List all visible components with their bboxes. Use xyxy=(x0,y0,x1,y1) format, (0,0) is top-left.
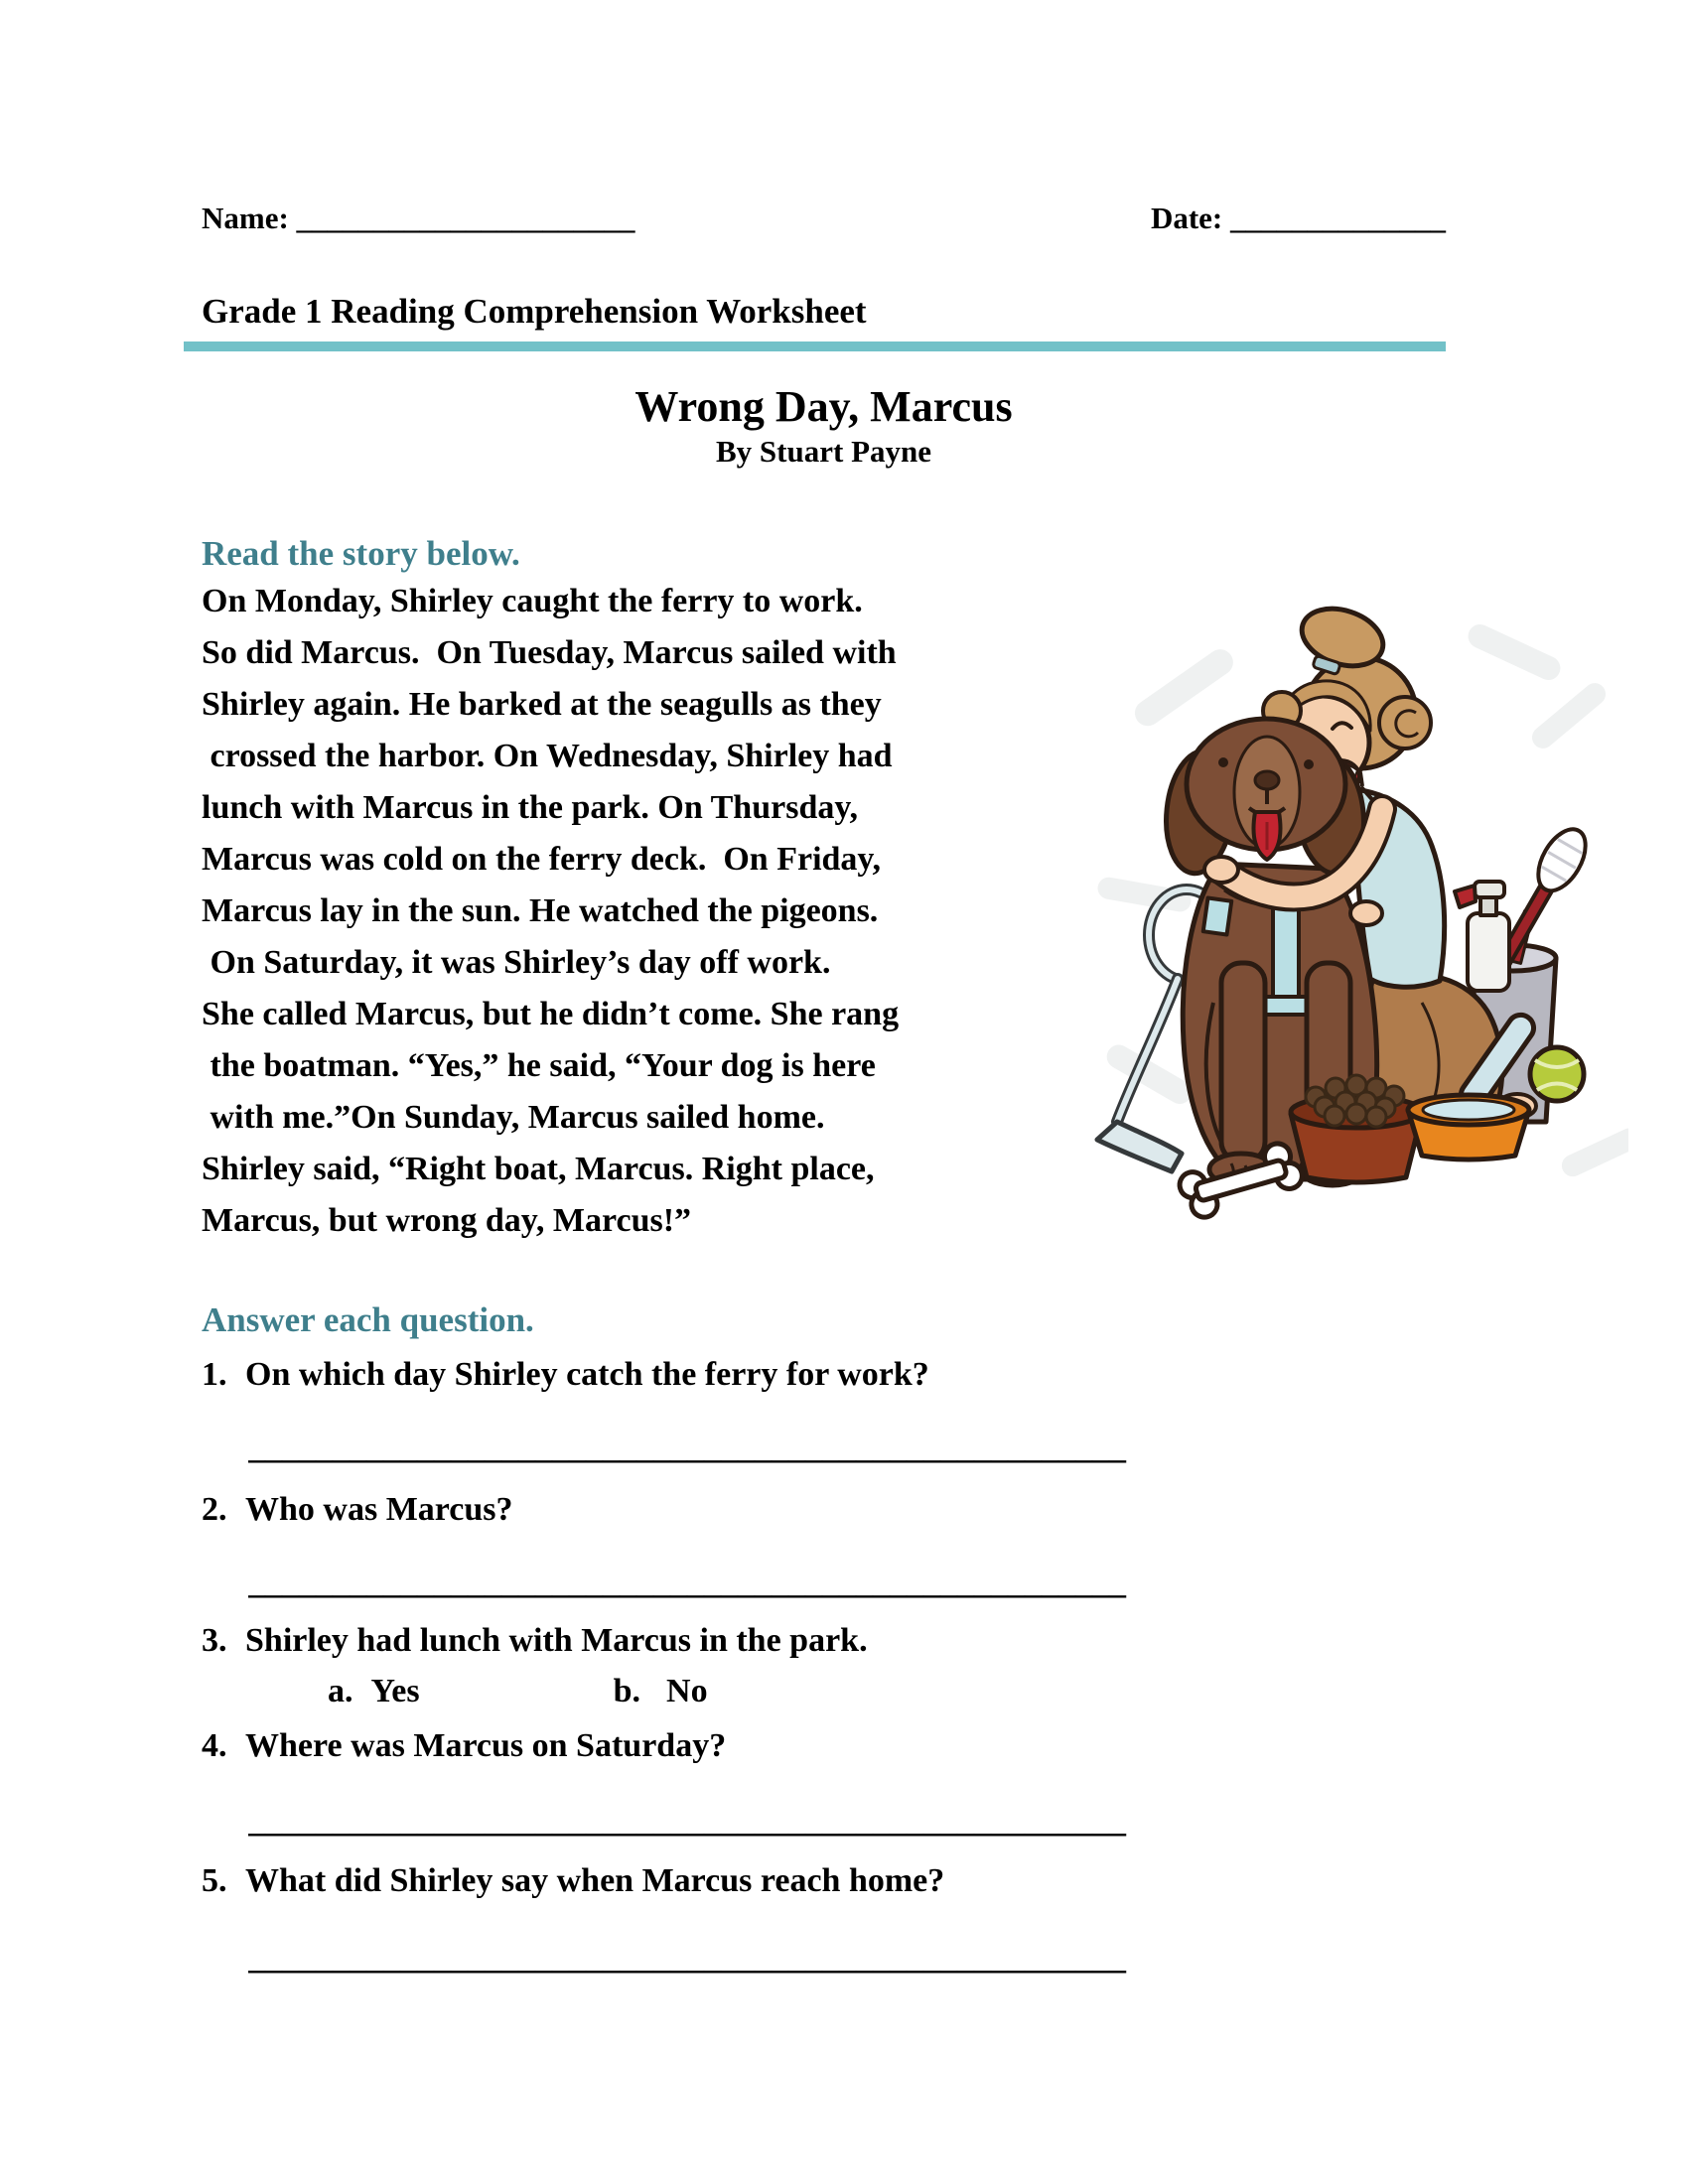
questions-list xyxy=(202,1352,1446,1981)
question-1 xyxy=(202,1352,1446,1398)
option-a-text[interactable]: Yes xyxy=(370,1673,420,1709)
water-bowl-icon xyxy=(1408,1095,1529,1160)
read-story-heading: Read the story below. xyxy=(202,534,520,573)
story-line: lunch with Marcus in the park. On Thursday, xyxy=(202,789,858,826)
story-illustration xyxy=(1072,586,1628,1241)
answer-blank-2[interactable]: ____________________________________________________ xyxy=(248,1565,1126,1601)
question-3-text: Shirley had lunch with Marcus in the park. xyxy=(245,1622,868,1659)
story-line: On Saturday, it was Shirley’s day off work. xyxy=(202,944,831,981)
date-blank[interactable]: ______________ xyxy=(1230,201,1446,235)
name-blank[interactable]: ______________________ xyxy=(296,201,635,235)
story-line: crossed the harbor. On Wednesday, Shirley had xyxy=(202,738,893,774)
question-1-text: On which day Shirley catch the ferry for work? xyxy=(245,1356,929,1393)
story-line: Shirley said, “Right boat, Marcus. Right place, xyxy=(202,1151,875,1187)
answer-questions-heading: Answer each question. xyxy=(202,1300,534,1339)
dog-eye-left xyxy=(1218,757,1228,767)
story-line: Shirley again. He barked at the seagulls as they xyxy=(202,686,882,723)
spray-bottle-icon xyxy=(1455,882,1509,991)
question-3-number: 3. xyxy=(202,1622,227,1659)
name-label: Name: xyxy=(202,201,289,235)
woman-hand-right xyxy=(1350,901,1382,925)
header-row xyxy=(202,199,1446,238)
story-line: On Monday, Shirley caught the ferry to work. xyxy=(202,583,863,619)
question-5-number: 5. xyxy=(202,1862,227,1899)
story-byline: By Stuart Payne xyxy=(716,434,931,469)
answer-blank-5[interactable]: ____________________________________________________ xyxy=(248,1940,1126,1977)
question-4 xyxy=(202,1723,1446,1769)
story-line: Marcus lay in the sun. He watched the pigeons. xyxy=(202,892,879,929)
option-b-text[interactable]: No xyxy=(666,1673,708,1709)
harness-side-strap xyxy=(1203,897,1231,934)
date-field xyxy=(1151,199,1446,238)
name-field xyxy=(202,199,635,238)
question-5 xyxy=(202,1858,1446,1904)
divider-rule xyxy=(184,341,1446,351)
question-4-text: Where was Marcus on Saturday? xyxy=(245,1727,727,1764)
dog-eye-right xyxy=(1304,759,1314,769)
story-line: with me.”On Sunday, Marcus sailed home. xyxy=(202,1099,825,1136)
answer-blank-1[interactable]: ____________________________________________________ xyxy=(248,1430,1126,1466)
option-a-label[interactable]: a. xyxy=(328,1673,353,1709)
food-bowl-icon xyxy=(1291,1075,1422,1182)
story-line: So did Marcus. On Tuesday, Marcus sailed with xyxy=(202,634,897,671)
question-2-number: 2. xyxy=(202,1491,227,1528)
question-4-number: 4. xyxy=(202,1727,227,1764)
question-3 xyxy=(202,1618,1446,1664)
question-2-text: Who was Marcus? xyxy=(245,1491,513,1528)
answer-blank-4[interactable]: ____________________________________________________ xyxy=(248,1803,1126,1840)
question-3-options xyxy=(328,1670,1446,1713)
date-label: Date: xyxy=(1150,201,1223,235)
woman-hand xyxy=(1204,857,1238,883)
question-2 xyxy=(202,1487,1446,1533)
option-b-label[interactable]: b. xyxy=(613,1673,641,1709)
story-line: She called Marcus, but he didn’t come. She rang xyxy=(202,996,900,1032)
story-line: Marcus was cold on the ferry deck. On Friday, xyxy=(202,841,882,878)
dog-leg-left xyxy=(1221,963,1265,1161)
story-line: the boatman. “Yes,” he said, “Your dog is here xyxy=(202,1047,876,1084)
story-title: Wrong Day, Marcus xyxy=(634,382,1013,431)
woman-hair-curl-right xyxy=(1379,697,1431,749)
story-line: Marcus, but wrong day, Marcus!” xyxy=(202,1202,692,1239)
worksheet-heading: Grade 1 Reading Comprehension Worksheet xyxy=(202,292,867,331)
dog-nose xyxy=(1255,771,1279,789)
question-1-number: 1. xyxy=(202,1356,227,1393)
tennis-ball-icon xyxy=(1530,1047,1584,1101)
question-5-text: What did Shirley say when Marcus reach home? xyxy=(245,1862,945,1899)
